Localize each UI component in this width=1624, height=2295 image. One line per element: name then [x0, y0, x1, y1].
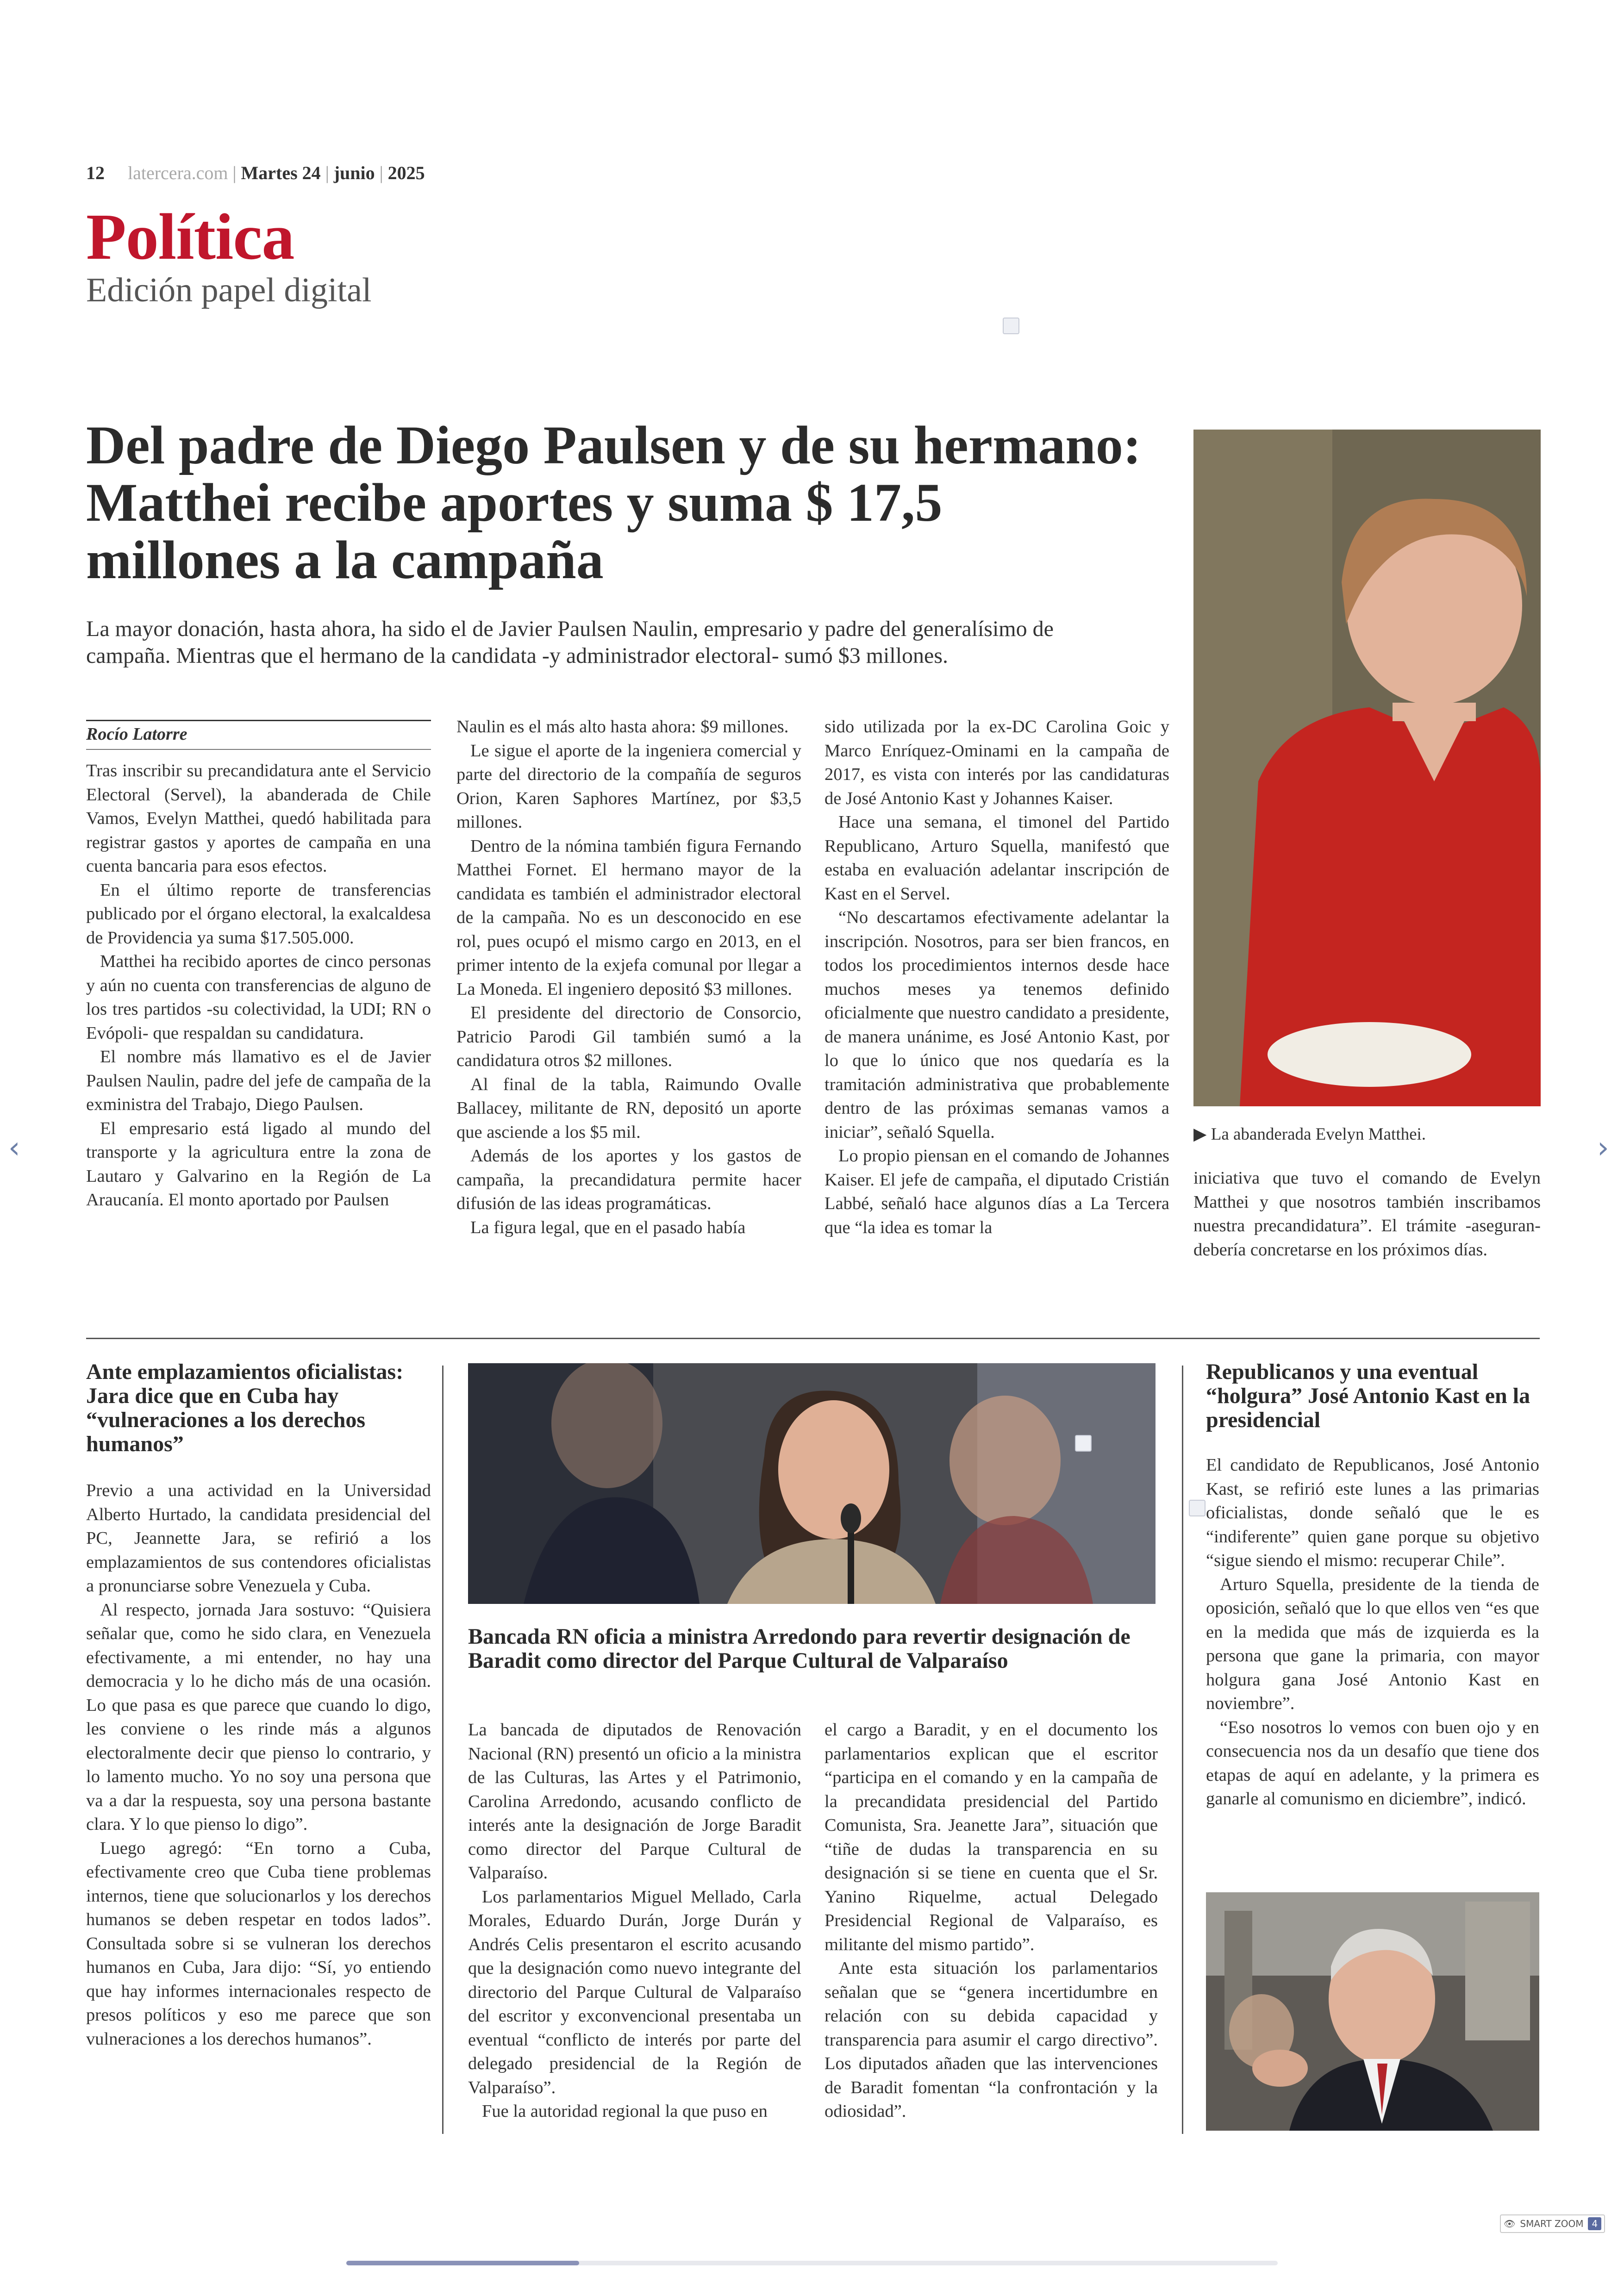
evelyn-matthei-photo — [1193, 430, 1541, 1106]
paragraph: El empresario está ligado al mundo del transporte y la agricultura entre la zona de Lautaro y Galvarino en la Región de La Araucanía. El monto aportado por Paulsen — [86, 1118, 431, 1210]
issue-day: Martes 24 — [241, 162, 321, 183]
paragraph: Naulin es el más alto hasta ahora: $9 millones. — [456, 717, 789, 736]
paragraph: Matthei ha recibido aportes de cinco personas y aún no cuenta con transferencias de alguno de los tres partidos -su colectividad, la UDI; RN o Evópoli- que respaldan su candidatura. — [86, 952, 431, 1043]
prev-page-chevron-left-icon[interactable]: ‹ — [8, 1131, 20, 1165]
paragraph: Arturo Squella, presidente de la tienda de oposición, señaló que lo que ellos ven “es que en la medida que más de izquierda es la persona que gane la primaria, con mayor holgura gana José Antonio Kast en noviembre”. — [1206, 1574, 1539, 1713]
kast-box-body — [1206, 1453, 1539, 1811]
paragraph: Los parlamentarios Miguel Mellado, Carla Morales, Eduardo Durán, Jorge Durán y Andrés Celis presentaron el escrito acusando que la designación como nuevo integrante del directorio del Parque Cultural de Valparaíso del escritor y exconvencional presentaba un eventual “conflicto de interés por parte del delegado presidencial de la Región de Valparaíso”. — [468, 1887, 801, 2097]
issue-month: junio — [333, 162, 375, 183]
article-deck: La mayor donación, hasta ahora, ha sido el de Javier Paulsen Naulin, empresario y padre del generalísimo de campaña. Mientras que el hermano de la candidata -y administrador electoral- sumó $3 millones. — [86, 617, 1054, 668]
next-page-chevron-right-icon[interactable]: › — [1597, 1131, 1609, 1165]
jara-box-headline: Ante emplazamientos oficialistas: Jara dice que en Cuba hay “vulneraciones a los derechos humanos” — [86, 1360, 404, 1456]
edition-label: Edición papel digital — [86, 271, 372, 309]
baradit-box-column-1 — [468, 1718, 801, 2124]
paragraph: Previo a una actividad en la Universidad Alberto Hurtado, la candidata presidencial del PC, Jeannette Jara, se refirió a los emplazamientos de sus contendores oficialistas a pronunciarse sobre Venezuela y Cuba. — [86, 1481, 431, 1596]
page-progress-fill — [346, 2261, 579, 2265]
arredondo-photo — [468, 1363, 1156, 1604]
folio: 12 latercera.com | Martes 24 | junio | 2025 — [86, 162, 425, 183]
paragraph: Además de los aportes y los gastos de campaña, la precandidatura permite hacer difusión de las ideas programáticas. — [456, 1146, 801, 1213]
photo-caption — [1193, 1124, 1541, 1144]
issue-year: 2025 — [387, 162, 425, 183]
paragraph: iniciativa que tuvo el comando de Evelyn Matthei y que nosotros también inscribamos nuestra precandidatura”. El trámite -aseguran- debería concretarse en los próximos días. — [1193, 1168, 1541, 1260]
caption-text: La abanderada Evelyn Matthei. — [1211, 1125, 1426, 1144]
paragraph: El presidente del directorio de Consorcio, Patricio Parodi Gil también sumó a la candidatura otros $2 millones. — [456, 1003, 801, 1070]
paragraph: El nombre más llamativo es el de Javier Paulsen Naulin, padre del jefe de campaña de la exministra del Trabajo, Diego Paulsen. — [86, 1047, 431, 1114]
smart-zoom-button[interactable] — [1500, 2214, 1605, 2233]
article-headline: Del padre de Diego Paulsen y de su hermano: Matthei recibe aportes y suma $ 17,5 millones a la campaña — [86, 415, 1142, 590]
paragraph: sido utilizada por la ex-DC Carolina Goic y Marco Enríquez-Ominami en la campaña de 2017, es vista con interés por las candidaturas de José Antonio Kast y Johannes Kaiser. — [824, 717, 1169, 808]
paragraph: Ante esta situación los parlamentarios señalan que se “genera incertidumbre en relación con su debida capacidad y transparencia para asumir el cargo directivo”. Los diputados añaden que las intervenciones de Baradit fomentan “la confrontación y la odiosidad”. — [824, 1958, 1158, 2121]
paragraph: “No descartamos efectivamente adelantar la inscripción. Nosotros, para ser bien francos, en todos los procedimientos internos desde hace muchos meses ya tenemos definido oficialmente que nuestro candidato a presidente, de manera unánime, es José Antonio Kast, por lo que lo único que nos quedaría es la tramitación administrativa que probablemente dentro de las próximas semanas vamos a iniciar”, señaló Squella. — [824, 908, 1169, 1142]
eye-icon: 👁 — [1504, 2218, 1516, 2229]
caption-arrow-icon: ▶ — [1193, 1125, 1211, 1144]
article-byline: Rocío Latorre — [86, 720, 431, 744]
column-rule — [442, 1366, 443, 2134]
paragraph: Tras inscribir su precandidatura ante el Servicio Electoral (Servel), la abanderada de Chile Vamos, Evelyn Matthei, quedó habilitada para registrar gastos y aportes de campaña en una cuenta bancaria para esos efectos. — [86, 761, 431, 876]
paragraph: Dentro de la nómina también figura Fernando Matthei Fornet. El hermano mayor de la candidata es también el administrador electoral de la campaña. No es un desconocido en ese rol, pues ocupó el mismo cargo en 2013, en el primer intento de la exjefa comunal por llegar a La Moneda. El ingeniero depositó $3 millones. — [456, 836, 801, 999]
link-marker-icon[interactable] — [1189, 1500, 1206, 1516]
paragraph: Lo propio piensan en el comando de Johannes Kaiser. El jefe de campaña, el diputado Cristián Labbé, señaló hace algunos días a La Tercera que “la idea es tomar la — [824, 1146, 1169, 1237]
zoom-level-badge: 4 — [1588, 2217, 1601, 2230]
smart-zoom-label: SMART ZOOM — [1520, 2218, 1584, 2229]
paragraph: Le sigue el aporte de la ingeniera comercial y parte del directorio de la compañía de seguros Orion, Karen Saphores Martínez, por $3,5 millones. — [456, 741, 801, 832]
paragraph: Al final de la tabla, Raimundo Ovalle Ballacey, militante de RN, depositó un aporte que asciende a los $5 mil. — [456, 1074, 801, 1142]
article-column-2 — [456, 715, 801, 1240]
baradit-box-column-2 — [824, 1718, 1158, 2124]
kast-box-headline: Republicanos y una eventual “holgura” José Antonio Kast en la presidencial — [1206, 1360, 1530, 1432]
paragraph: “Eso nosotros lo vemos con buen ojo y en consecuencia nos da un desafío que tiene dos etapas de aquí en adelante, y la primera es ganarle al comunismo en diciembre”, indicó. — [1206, 1717, 1539, 1809]
section-title: Política — [86, 200, 294, 273]
byline-rule — [86, 749, 431, 750]
section-divider — [86, 1338, 1540, 1339]
column-rule — [1182, 1366, 1183, 2134]
link-marker-icon[interactable] — [1075, 1435, 1092, 1452]
paragraph: Al respecto, jornada Jara sostuvo: “Quisiera señalar que, como he sido clara, en Venezuela efectivamente, a mi entender, no hay una democracia y lo he dicho más de una ocasión. Lo que pasa es que parece que cuando lo digo, les conviene o les rinde más a algunos electoralmente decir que pienso lo contrario, y lo lamento mucho. Yo no soy una persona que va a dar la respuesta, soy una persona bastante clara. Y lo que pienso lo digo”. — [86, 1600, 431, 1834]
paragraph: Fue la autoridad regional la que puso en — [482, 2102, 768, 2121]
article-column-1 — [86, 759, 431, 1212]
paragraph: el cargo a Baradit, y en el documento los parlamentarios explican que el escritor “participa en el comando y en la campaña de la precandidata presidencial del Partido Comunista, Sra. Jeanette Jara”, situación que “tiñe de dudas la transparencia en su designación si se tiene en cuenta que el Sr. Yanino Riquelme, actual Delegado Presidencial Regional de Valparaíso, es militante del mismo partido”. — [824, 1720, 1158, 1954]
paragraph: Luego agregó: “En torno a Cuba, efectivamente creo que Cuba tiene problemas internos, tiene que solucionarlos y los derechos humanos se deben respetar en todos lados”. Consultada sobre si se vulneran los derechos humanos en Cuba, Jara dijo: “Sí, yo entiendo que hay informes internacionales respecto de presos políticos y eso me parece que son vulneraciones a los derechos humanos”. — [86, 1838, 431, 2049]
paragraph: La figura legal, que en el pasado había — [470, 1217, 746, 1237]
jara-box-body — [86, 1479, 431, 2051]
paragraph: Hace una semana, el timonel del Partido Republicano, Arturo Squella, manifestó que estaba en evaluación adelantar inscripción de Kast en el Servel. — [824, 812, 1169, 904]
paragraph: La bancada de diputados de Renovación Nacional (RN) presentó un oficio a la ministra de las Culturas, las Artes y el Patrimonio, Carolina Arredondo, acusando conflicto de interés ante la designación de Jorge Baradit como director del Parque Cultural de Valparaíso. — [468, 1720, 801, 1883]
kast-photo — [1206, 1892, 1539, 2131]
site-name: latercera.com — [128, 162, 228, 183]
article-column-4 — [1193, 1166, 1541, 1262]
page-number: 12 — [86, 162, 105, 183]
paragraph: En el último reporte de transferencias publicado por el órgano electoral, la exalcaldesa de Providencia ya suma $17.505.000. — [86, 880, 431, 948]
paragraph: El candidato de Republicanos, José Antonio Kast, se refirió este lunes a las primarias oficialistas, donde señaló que le es “indiferente” quien gane porque su objetivo “sigue siendo el mismo: recuperar Chile”. — [1206, 1455, 1539, 1570]
link-marker-icon[interactable] — [1003, 318, 1019, 334]
article-column-3 — [824, 715, 1169, 1240]
baradit-box-headline: Bancada RN oficia a ministra Arredondo para revertir designación de Baradit como director del Parque Cultural de Valparaíso — [468, 1624, 1131, 1673]
